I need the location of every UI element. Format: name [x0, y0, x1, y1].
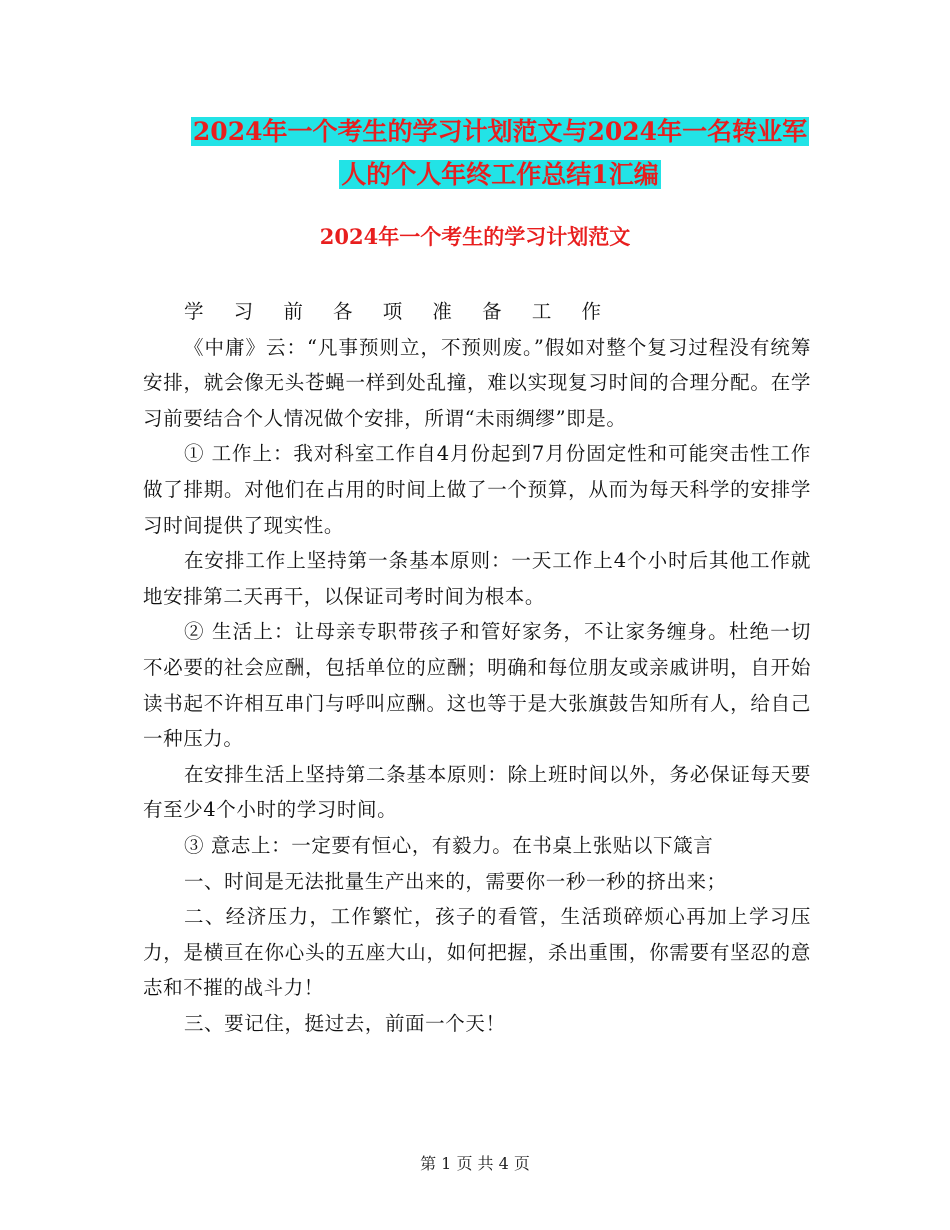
- document-title-line-1: [120, 114, 880, 150]
- paragraph-work: ① 工作上：我对科室工作自4月份起到7月份固定性和可能突击性工作做了排期。对他们在占用的时间上做了一个预算，从而为每天科学的安排学习时间提供了现实性。: [143, 442, 811, 537]
- title-highlight: 人的个人年终工作总结1汇编: [341, 160, 659, 189]
- document-title-line-2: [120, 157, 880, 193]
- paragraph-life: ② 生活上：让母亲专职带孩子和管好家务，不让家务缠身。杜绝一切不必要的社会应酬，包括单位的应酬；明确和每位朋友或亲戚讲明，自开始读书起不许相互串门与呼叫应酬。这也等于是大张旗鼓告知所有人，给自己一种压力。: [143, 620, 811, 751]
- paragraph-will: ③ 意志上：一定要有恒心，有毅力。在书桌上张贴以下箴言: [183, 833, 714, 857]
- paragraph-motto-3: 三、要记住，挺过去，前面一个天！: [183, 1011, 506, 1035]
- paragraph-preparation-heading: 学 习 前 各 项 准 备 工 作: [183, 300, 614, 323]
- title-highlight: 2024年一个考生的学习计划范文与2024年一名转业军: [192, 117, 808, 146]
- paragraph-motto-2: 二、经济压力，工作繁忙，孩子的看管，生活琐碎烦心再加上学习压力，是横亘在你心头的五座大山，如何把握，杀出重围，你需要有坚忍的意志和不摧的战斗力！: [143, 905, 811, 1000]
- page-footer: 第 1 页 共 4 页: [420, 1154, 530, 1173]
- document-body: [143, 294, 811, 1041]
- section-title: 2024年一个考生的学习计划范文: [319, 224, 631, 249]
- paragraph-intro: 《中庸》云：“凡事预则立，不预则废。”假如对整个复习过程没有统筹安排，就会像无头苍蝇一样到处乱撞，难以实现复习时间的合理分配。在学习前要结合个人情况做个安排，所谓“未雨绸缪”即是。: [143, 335, 811, 430]
- paragraph-life-principle: 在安排生活上坚持第二条基本原则：除上班时间以外，务必保证每天要有至少4个小时的学习时间。: [143, 762, 811, 822]
- paragraph-motto-1: 一、时间是无法批量生产出来的，需要你一秒一秒的挤出来；: [183, 869, 727, 893]
- paragraph-work-principle: 在安排工作上坚持第一条基本原则：一天工作上4个小时后其他工作就地安排第二天再干，以保证司考时间为根本。: [143, 549, 811, 608]
